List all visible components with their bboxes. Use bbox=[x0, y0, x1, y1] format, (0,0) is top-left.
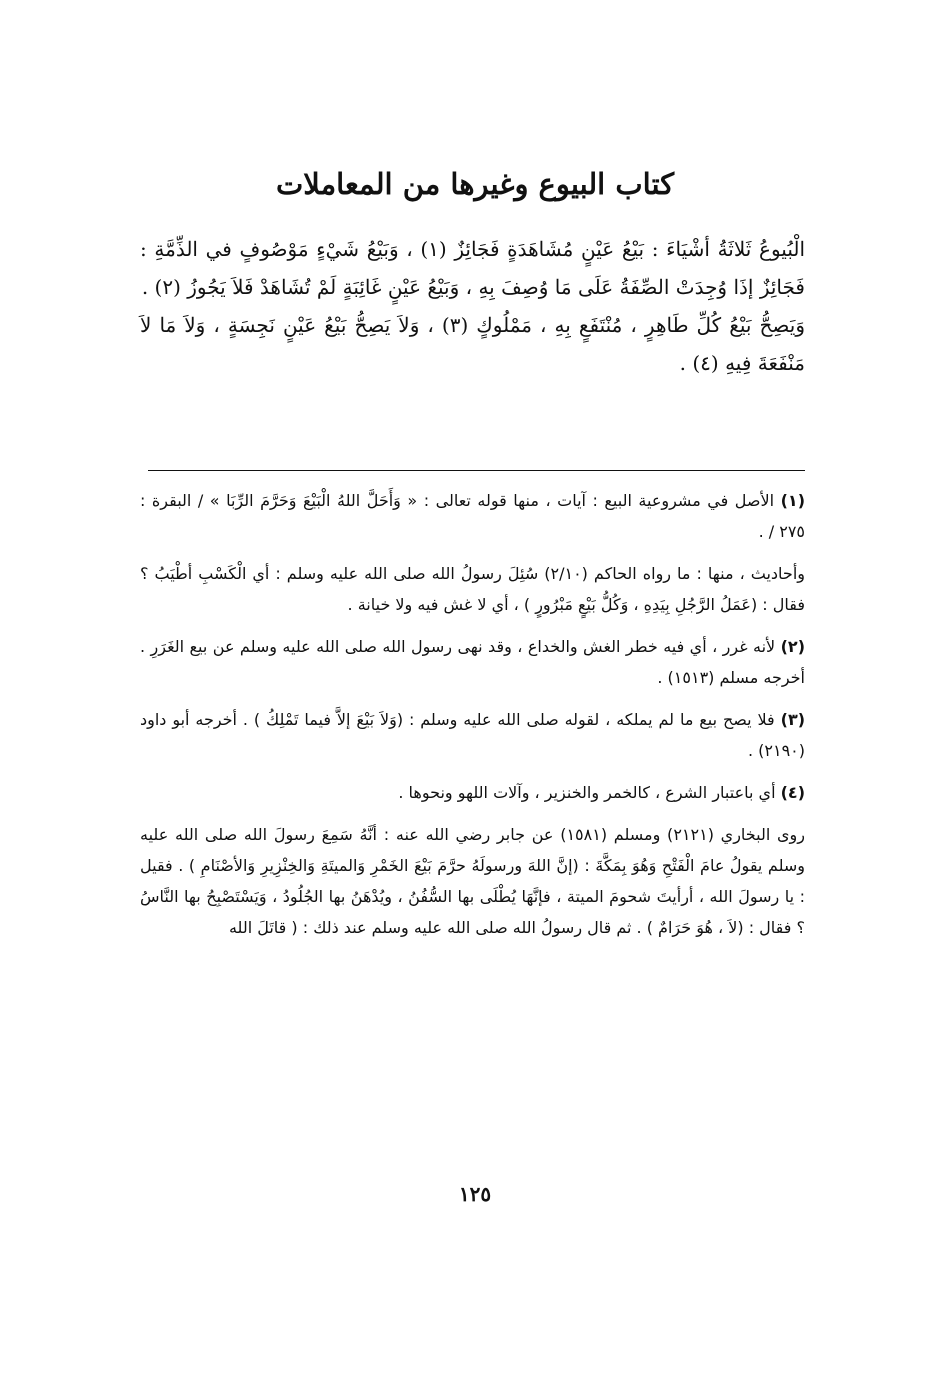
footnote-text: الأصل في مشروعية البيع : آيات ، منها قوله تعالى : « وَأَحَلَّ اللهُ الْبَيْعَ وَحَرَّمَ الرِّبَا » / البقرة : ٢٧٥ / . bbox=[140, 491, 805, 541]
main-paragraph-2: وَيَصِحُّ بَيْعُ كُلِّ طَاهِرٍ ، مُنْتَفَعٍ بِهِ ، مَمْلُوكٍ (٣) ، وَلاَ يَصِحُّ بَيْعُ عَيْنٍ نَجِسَةٍ ، وَلاَ مَا لاَ مَنْفَعَةَ فِيهِ (٤) . bbox=[140, 313, 805, 375]
footnote-divider bbox=[148, 470, 805, 471]
footnote-number: (٤) bbox=[780, 783, 805, 802]
main-text bbox=[140, 230, 805, 382]
footnote-text: لأنه غرر ، أي فيه خطر الغش والخداع ، وقد نهى رسول الله صلى الله عليه وسلم عن بيع الغَرَرِ . أخرجه مسلم (١٥١٣) . bbox=[140, 637, 805, 687]
footnote-number: (٣) bbox=[780, 710, 806, 729]
footnote-3 bbox=[140, 704, 805, 766]
footnote-number: (٢) bbox=[780, 637, 805, 656]
footnotes bbox=[140, 485, 805, 954]
footnote-4-continued bbox=[140, 819, 805, 943]
footnote-text: أي باعتبار الشرع ، كالخمر والخنزير ، وآلات اللهو ونحوها . bbox=[398, 783, 776, 802]
chapter-title: كتاب البيوع وغيرها من المعاملات bbox=[275, 167, 675, 201]
main-paragraph-1: الْبُيوعُ ثَلاثَةُ أشْيَاءَ : بَيْعُ عَيْنٍ مُشَاهَدَةٍ فَجَائِزٌ (١) ، وَبَيْعُ شَيْءٍ مَوْصُوفٍ في الذِّمَّةِ : فَجَائِزٌ إذَا وُجِدَتْ الصِّفَةُ عَلَى مَا وُصِفَ بِهِ ، وَبَيْعُ عَيْنٍ غَائِبَةٍ لَمْ تُشَاهَدْ فَلاَ يَجُوزُ (٢) . bbox=[140, 237, 805, 299]
footnote-4 bbox=[140, 777, 805, 808]
footnote-text: فلا يصح بيع ما لم يملكه ، لقوله صلى الله عليه وسلم : (وَلاَ بَيْعَ إلاَّ فيما تَمْلِكُ ) . أخرجه أبو داود (٢١٩٠) . bbox=[140, 710, 805, 760]
footnote-1-continued bbox=[140, 558, 805, 620]
footnote-text: وأحاديث ، منها : ما رواه الحاكم (٢/١٠) سُئِلَ رسولُ الله صلى الله عليه وسلم : أي الْكَسْبِ أطْيَبُ ؟ فقال : (عَمَلُ الرَّجُلِ بِيَدِهِ ، وَكُلُّ بَيْعٍ مَبْرُورٍ ) ، أي لا غش فيه ولا خيانة . bbox=[140, 564, 805, 614]
footnote-2 bbox=[140, 631, 805, 693]
footnote-number: (١) bbox=[780, 491, 805, 510]
footnote-text: روى البخاري (٢١٢١) ومسلم (١٥٨١) عن جابر رضي الله عنه : أنَّهُ سَمِعَ رسولَ الله صلى الله عليه وسلم يقولُ عامَ الْفَتْحِ وَهُوَ بِمَكَّةَ : (إنَّ اللهَ ورسولَهُ حرَّمَ بَيْعَ الخَمْرِ وَالميتَةِ وَالخِنْزِيرِ وَالأصْنَامِ ) . فقيل : يا رسولَ الله ، أرأيتَ شحومَ الميتة ، فإنَّهَا يُطْلَى بها السُّفُنُ ، ويُدْهَنُ بها الجُلُودُ ، وَيَسْتَصْبِحُ بها النَّاسُ ؟ فقال : (لاَ ، هُوَ حَرَامٌ ) . ثم قال رسولُ الله صلى الله عليه وسلم عند ذلك : ( قاتَلَ الله bbox=[140, 825, 805, 937]
page-number: ١٢٥ bbox=[458, 1182, 492, 1206]
footnote-1 bbox=[140, 485, 805, 547]
